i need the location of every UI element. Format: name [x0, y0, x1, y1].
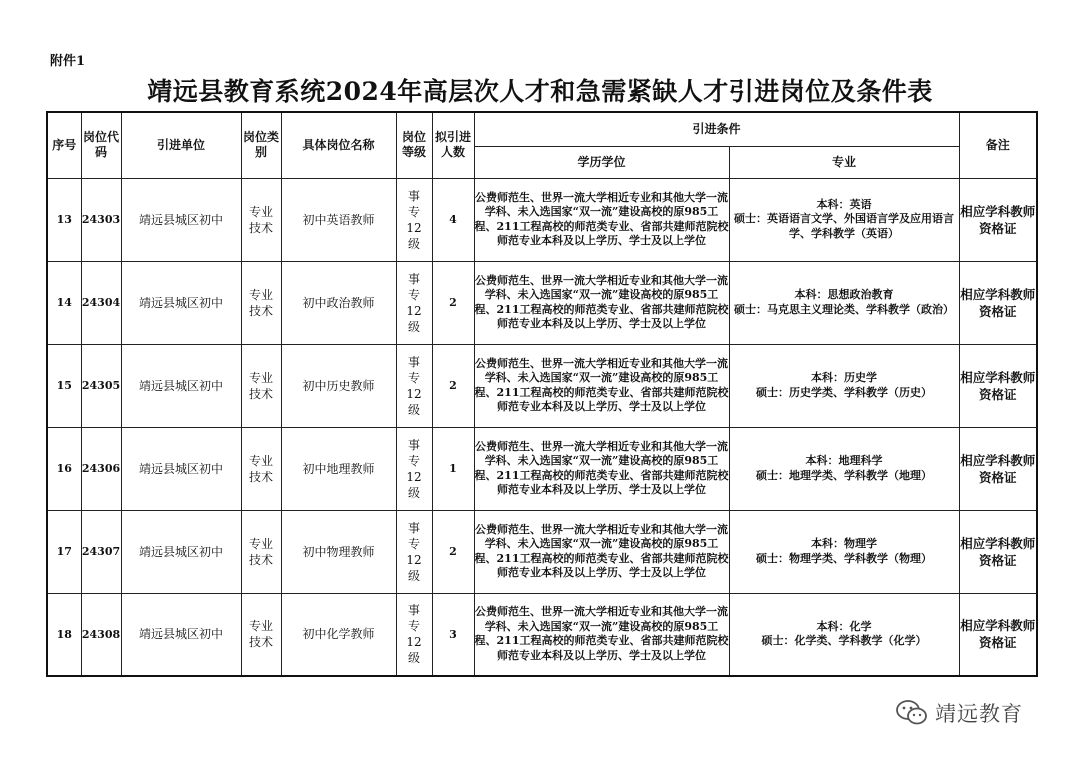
- cell-code: 24303: [81, 178, 121, 261]
- cell-education: 公费师范生、世界一流大学相近专业和其他大学一流学科、未入选国家“双一流”建设高校的原985工程、211工程高校的师范类专业、省部共建师范院校师范专业本科及以上学历、学士及以上学位: [474, 510, 729, 593]
- table-row: [47, 178, 1037, 261]
- cell-position: 初中政治教师: [281, 261, 396, 344]
- cell-major: [729, 344, 959, 427]
- cell-education: 公费师范生、世界一流大学相近专业和其他大学一流学科、未入选国家“双一流”建设高校的原985工程、211工程高校的师范类专业、省部共建师范院校师范专业本科及以上学历、学士及以上学位: [474, 344, 729, 427]
- cell-level: 事专12级: [396, 427, 432, 510]
- cell-code: 24306: [81, 427, 121, 510]
- cell-count: 1: [432, 427, 474, 510]
- major-line: 本科：物理学: [811, 537, 877, 550]
- cell-code: 24307: [81, 510, 121, 593]
- cell-major: [729, 261, 959, 344]
- cell-note: 相应学科教师资格证: [959, 510, 1037, 593]
- cell-unit: 靖远县城区初中: [121, 344, 241, 427]
- cell-count: 2: [432, 344, 474, 427]
- header-major: 专业: [729, 146, 959, 178]
- cell-unit: 靖远县城区初中: [121, 593, 241, 676]
- cell-category: 专业技术: [241, 344, 281, 427]
- cell-major: [729, 593, 959, 676]
- cell-level: 事专12级: [396, 510, 432, 593]
- cell-note: 相应学科教师资格证: [959, 593, 1037, 676]
- cell-category: 专业技术: [241, 510, 281, 593]
- cell-position: 初中物理教师: [281, 510, 396, 593]
- cell-level: 事专12级: [396, 261, 432, 344]
- wechat-icon: [895, 699, 929, 727]
- cell-category: 专业技术: [241, 427, 281, 510]
- cell-code: 24305: [81, 344, 121, 427]
- cell-level: 事专12级: [396, 593, 432, 676]
- table-row: [47, 261, 1037, 344]
- attachment-label: 附件1: [50, 54, 86, 69]
- header-level: 岗位等级: [396, 112, 432, 178]
- cell-position: 初中历史教师: [281, 344, 396, 427]
- cell-note: 相应学科教师资格证: [959, 178, 1037, 261]
- cell-level: 事专12级: [396, 344, 432, 427]
- major-line: 本科：思想政治教育: [794, 288, 894, 301]
- cell-count: 2: [432, 261, 474, 344]
- cell-category: 专业技术: [241, 178, 281, 261]
- major-line: 硕士：历史学类、学科教学（历史）: [756, 385, 932, 399]
- header-category: 岗位类别: [241, 112, 281, 178]
- major-line: 硕士：英语语言文学、外国语言学及应用语言学、学科教学（英语）: [734, 212, 954, 240]
- cell-seq: 15: [47, 344, 81, 427]
- header-seq: 序号: [47, 112, 81, 178]
- cell-count: 2: [432, 510, 474, 593]
- header-note: 备注: [959, 112, 1037, 178]
- cell-unit: 靖远县城区初中: [121, 178, 241, 261]
- cell-seq: 13: [47, 178, 81, 261]
- cell-education: 公费师范生、世界一流大学相近专业和其他大学一流学科、未入选国家“双一流”建设高校的原985工程、211工程高校的师范类专业、省部共建师范院校师范专业本科及以上学历、学士及以上学位: [474, 427, 729, 510]
- cell-education: 公费师范生、世界一流大学相近专业和其他大学一流学科、未入选国家“双一流”建设高校的原985工程、211工程高校的师范类专业、省部共建师范院校师范专业本科及以上学历、学士及以上学位: [474, 178, 729, 261]
- cell-category: 专业技术: [241, 593, 281, 676]
- table-row: [47, 593, 1037, 676]
- header-conditions: 引进条件: [474, 112, 959, 146]
- major-line: 硕士：地理学类、学科教学（地理）: [756, 468, 932, 482]
- cell-position: 初中英语教师: [281, 178, 396, 261]
- cell-count: 3: [432, 593, 474, 676]
- header-education: 学历学位: [474, 146, 729, 178]
- table-body: [47, 178, 1037, 676]
- major-line: 硕士：马克思主义理论类、学科教学（政治）: [734, 302, 954, 316]
- cell-seq: 18: [47, 593, 81, 676]
- table-row: [47, 344, 1037, 427]
- cell-note: 相应学科教师资格证: [959, 344, 1037, 427]
- header-position: 具体岗位名称: [281, 112, 396, 178]
- positions-table: [46, 111, 1038, 677]
- cell-major: [729, 510, 959, 593]
- major-line: 硕士：化学类、学科教学（化学）: [761, 634, 927, 648]
- cell-code: 24308: [81, 593, 121, 676]
- watermark-text: 靖远教育: [935, 702, 1023, 726]
- document-title: 靖远县教育系统2024年高层次人才和急需紧缺人才引进岗位及条件表: [147, 77, 933, 106]
- cell-major: [729, 427, 959, 510]
- major-line: 本科：地理科学: [805, 454, 883, 467]
- cell-position: 初中化学教师: [281, 593, 396, 676]
- cell-education: 公费师范生、世界一流大学相近专业和其他大学一流学科、未入选国家“双一流”建设高校的原985工程、211工程高校的师范类专业、省部共建师范院校师范专业本科及以上学历、学士及以上学位: [474, 261, 729, 344]
- cell-unit: 靖远县城区初中: [121, 510, 241, 593]
- header-code: 岗位代码: [81, 112, 121, 178]
- major-line: 硕士：物理学类、学科教学（物理）: [756, 551, 932, 565]
- cell-position: 初中地理教师: [281, 427, 396, 510]
- table-row: [47, 427, 1037, 510]
- cell-level: 事专12级: [396, 178, 432, 261]
- major-line: 本科：英语: [816, 197, 872, 211]
- header-count: 拟引进人数: [432, 112, 474, 178]
- table-row: [47, 510, 1037, 593]
- cell-unit: 靖远县城区初中: [121, 261, 241, 344]
- cell-education: 公费师范生、世界一流大学相近专业和其他大学一流学科、未入选国家“双一流”建设高校的原985工程、211工程高校的师范类专业、省部共建师范院校师范专业本科及以上学历、学士及以上学位: [474, 593, 729, 676]
- cell-note: 相应学科教师资格证: [959, 427, 1037, 510]
- cell-seq: 16: [47, 427, 81, 510]
- major-line: 本科：化学: [816, 619, 872, 633]
- cell-seq: 14: [47, 261, 81, 344]
- watermark: [895, 698, 1065, 728]
- cell-seq: 17: [47, 510, 81, 593]
- cell-major: [729, 178, 959, 261]
- header-unit: 引进单位: [121, 112, 241, 178]
- cell-category: 专业技术: [241, 261, 281, 344]
- major-line: 本科：历史学: [811, 371, 877, 384]
- cell-unit: 靖远县城区初中: [121, 427, 241, 510]
- cell-note: 相应学科教师资格证: [959, 261, 1037, 344]
- cell-code: 24304: [81, 261, 121, 344]
- cell-count: 4: [432, 178, 474, 261]
